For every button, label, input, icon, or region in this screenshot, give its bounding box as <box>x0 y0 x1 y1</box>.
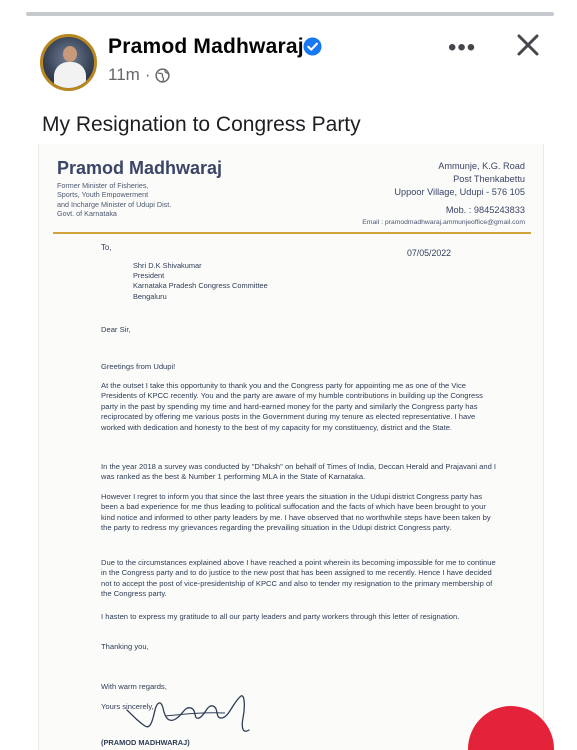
letterhead-divider <box>53 232 531 234</box>
letter-salutation: Dear Sir, <box>101 325 131 334</box>
author-name[interactable]: Pramod Madhwaraj <box>108 35 304 58</box>
letterhead-address <box>394 160 525 199</box>
avatar[interactable] <box>40 34 97 91</box>
letter-paragraph: In the year 2018 a survey was conducted by "Dhaksh" on behalf of Times of India, Deccan Herald and Prajavani and I was ranked as the best & Number 1 performing MLA in the State of Karnataka. <box>101 462 497 482</box>
avatar-head <box>63 46 77 62</box>
post-meta <box>108 65 170 85</box>
addressee-line: Karnataka Pradesh Congress Committee <box>133 281 268 291</box>
letter-to: To, <box>101 243 112 252</box>
handwritten-signature <box>125 688 275 738</box>
letterhead-roles <box>57 181 257 218</box>
letterhead-mobile: Mob. : 9845243833 <box>445 205 525 215</box>
verified-badge-icon <box>303 37 322 56</box>
letterhead-address-line: Ammunje, K.G. Road <box>438 161 525 171</box>
letterhead-email: Email : pramodmadhwaraj.ammunjeoffice@gmail.com <box>362 219 525 226</box>
letterhead-role-line: Sports, Youth Empowerment <box>57 190 149 200</box>
addressee-line: Shri D.K Shivakumar <box>133 261 202 270</box>
letter-paragraph: However I regret to inform you that since the last three years the situation in the Udupi district Congress party has been a bad experience for me thus leading to political suffocation and the facts of which have been brought to your kind notice and informed to other party leaders by me. I have observed that no worthwhile steps have been taken by the party to redress my grievances regarding the prevailing situation in the Udupi district Congress party. <box>101 492 491 533</box>
letterhead-role-line: and Incharge Minister of Udupi Dist. <box>57 199 172 209</box>
globe-icon <box>155 68 170 83</box>
letter-image[interactable] <box>38 144 544 750</box>
meta-separator: · <box>144 65 151 84</box>
addressee-line: President <box>133 271 165 281</box>
post-text: My Resignation to Congress Party <box>42 113 361 136</box>
addressee-line: Bengaluru <box>133 291 167 301</box>
letter-thanking: Thanking you, <box>101 642 149 651</box>
letter-paragraph: I hasten to express my gratitude to all our party leaders and party workers through this letter of resignation. <box>101 612 460 621</box>
avatar-body <box>54 62 86 91</box>
letterhead-address-line: Uppoor Village, Udupi - 576 105 <box>394 187 525 197</box>
letter-date: 07/05/2022 <box>407 248 452 258</box>
letter-paragraph: Due to the circumstances explained above I have reached a point wherein its becoming impossible for me to continue in the Congress party and to do justice to the new post that has been assigned to me recently. Hence I have decided not to accept the post of vice-presidentship of KPCC and also to tender my resignation to the primary membership of the Congress party. <box>101 558 496 599</box>
letter-greeting: Greetings from Udupi! <box>101 362 176 371</box>
letterhead-role-line: Govt. of Karnataka <box>57 208 117 218</box>
post-header <box>40 34 550 90</box>
letter-sign-name: (PRAMOD MADHWARAJ) <box>101 738 190 747</box>
letter-paragraph: At the outset I take this opportunity to thank you and the Congress party for appointing me as one of the Vice Presidents of KPCC recently. You and the party are aware of my humble contributions in building up the Congress party in the past by spending my time and hard-earned money for the party and similarly the Congress party has reciprocated by offering me various posts in the Government during my tenure as elected representative. I have worked with dedication and honesty to the best of my capacity for my constituency, district and the State. <box>101 381 483 432</box>
more-icon[interactable]: ••• <box>448 34 477 61</box>
letterhead-role-line: Former Minister of Fisheries, <box>57 181 149 190</box>
letter-addressee <box>133 261 268 302</box>
close-icon[interactable] <box>514 31 542 59</box>
top-drag-handle <box>26 12 554 16</box>
letterhead-address-line: Post Thenkabettu <box>453 174 525 184</box>
letter-closing: Yours sincerely, <box>101 702 154 711</box>
letterhead-name: Pramod Madhwaraj <box>57 158 223 178</box>
post-time[interactable]: 11m <box>108 65 140 84</box>
letter-regards: With warm regards, <box>101 682 167 691</box>
